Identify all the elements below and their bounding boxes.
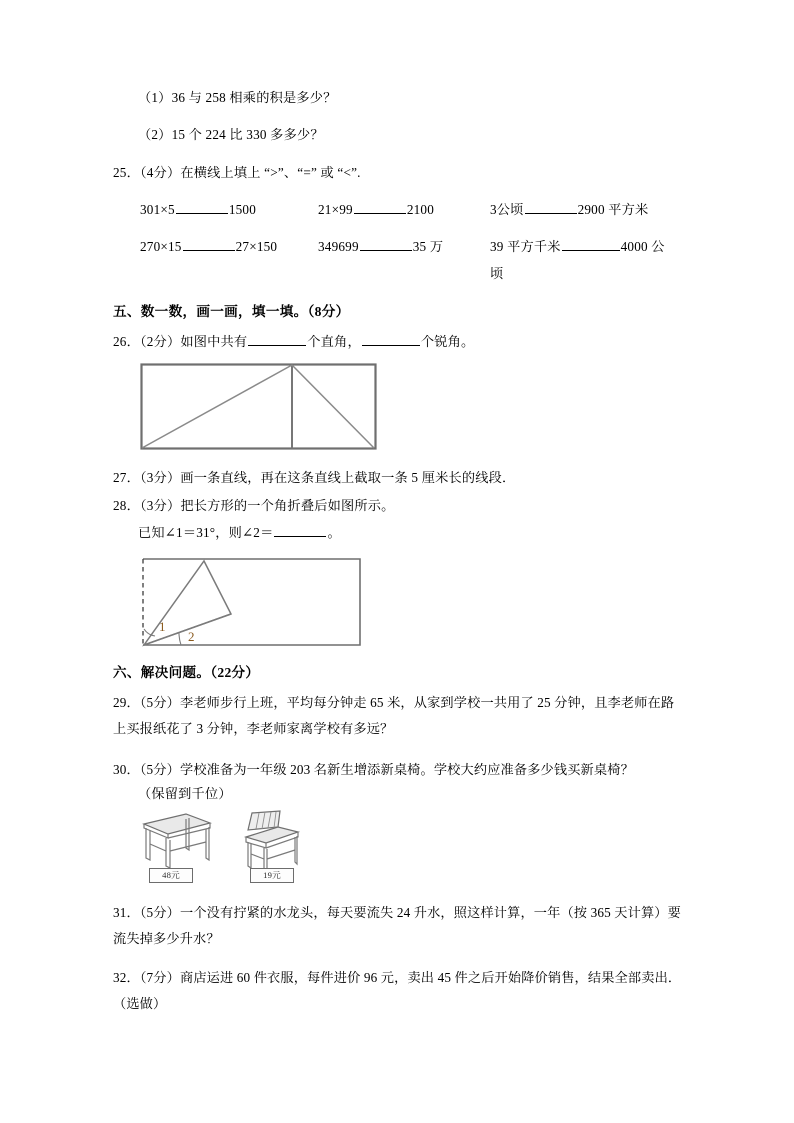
q25-r1-c2 bbox=[318, 201, 434, 218]
q25-r1-c1-right: 1500 bbox=[228, 202, 256, 218]
question-29-text: 29．（5分）李老师步行上班，平均每分钟走 65 米，从家到学校一共用了 25 分钟，且李老师在路上买报纸花了 3 分钟，李老师家离学校有多远？ bbox=[113, 695, 675, 736]
q25-r2-c3 bbox=[490, 238, 665, 255]
chair-icon bbox=[246, 811, 298, 871]
folded-rectangle-corner-icon bbox=[141, 557, 362, 647]
chair-price-label: 19元 bbox=[250, 868, 294, 883]
q25-r2-c3-left: 39 平方千米 bbox=[490, 239, 561, 255]
question-26-text bbox=[113, 333, 474, 350]
question-28-given bbox=[138, 524, 341, 541]
q25-r2-c1-left: 270×15 bbox=[140, 239, 182, 255]
rectangle-with-diagonals-icon bbox=[140, 363, 377, 450]
q25-r1-c2-left: 21×99 bbox=[318, 202, 353, 218]
q25-r1-c3 bbox=[490, 201, 648, 218]
question-28-text: 28．（3分）把长方形的一个角折叠后如图所示。 bbox=[113, 498, 395, 513]
desk-icon bbox=[144, 814, 210, 868]
q25-r2-c1-right: 27×150 bbox=[235, 239, 278, 255]
desk-price-label: 48元 bbox=[149, 868, 193, 883]
q25-r1-c3-right: 2900 平方米 bbox=[577, 202, 649, 218]
angle-2-label: 2 bbox=[188, 629, 195, 644]
q26-text-after: 个锐角。 bbox=[420, 334, 475, 350]
question-25-prompt: 25．（4分）在横线上填上 “>”、“=” 或 “<”. bbox=[113, 165, 361, 180]
question-24-sub-2: （2）15 个 224 比 330 多多少？ bbox=[138, 127, 324, 142]
question-27-text: 27．（3分）画一条直线，再在这条直线上截取一条 5 厘米长的线段． bbox=[113, 470, 516, 485]
q28-blank-angle2[interactable] bbox=[274, 524, 326, 537]
q25-r1-c2-blank[interactable] bbox=[354, 201, 406, 214]
question-24-sub-1: （1）36 与 258 相乘的积是多少？ bbox=[138, 90, 337, 105]
question-30-text: 30．（5分）学校准备为一年级 203 名新生增添新桌椅。学校大约应准备多少钱买新桌椅？ bbox=[113, 762, 634, 777]
section-6-heading: 六、解决问题。（22分） bbox=[113, 665, 260, 680]
q25-r2-c2 bbox=[318, 238, 443, 255]
question-30-note: （保留到千位） bbox=[138, 786, 232, 801]
q25-r2-c3-blank[interactable] bbox=[562, 238, 620, 251]
q25-r2-c2-left: 349699 bbox=[318, 239, 359, 255]
question-26-figure bbox=[140, 363, 377, 450]
q25-r2-c1-blank[interactable] bbox=[183, 238, 235, 251]
q25-r2-c1 bbox=[140, 238, 277, 255]
q25-r1-c2-right: 2100 bbox=[406, 202, 434, 218]
q25-r1-c1-left: 301×5 bbox=[140, 202, 175, 218]
q25-r1-c1-blank[interactable] bbox=[176, 201, 228, 214]
q25-r1-c1 bbox=[140, 201, 256, 218]
q25-r1-c3-blank[interactable] bbox=[525, 201, 577, 214]
angle-1-label: 1 bbox=[159, 619, 166, 634]
q26-text-before: 26．（2分）如图中共有 bbox=[113, 334, 248, 350]
q25-r2-c2-blank[interactable] bbox=[360, 238, 412, 251]
question-30-figure bbox=[140, 810, 320, 895]
q28-given-after: 。 bbox=[327, 525, 341, 541]
question-32-text: 32．（7分）商店运进 60 件衣服，每件进价 96 元，卖出 45 件之后开始降价销售，结果全部卖出．（选做） bbox=[113, 970, 682, 1011]
section-5-heading: 五、数一数，画一画，填一填。（8分） bbox=[113, 304, 350, 319]
question-31-text: 31．（5分）一个没有拧紧的水龙头，每天要流失 24 升水，照这样计算，一年（按 365 天计算）要流失掉多少升水？ bbox=[113, 905, 681, 946]
question-28-figure bbox=[141, 557, 362, 647]
q26-blank-acute-angles[interactable] bbox=[362, 333, 420, 346]
q26-text-mid: 个直角， bbox=[307, 334, 361, 350]
q25-r2-c3-right: 4000 公 bbox=[620, 239, 665, 255]
q25-r2-c3-wrap: 顷 bbox=[490, 266, 504, 281]
q25-r1-c3-left: 3公顷 bbox=[490, 202, 524, 218]
desk-and-chair-illustration bbox=[140, 810, 320, 872]
q28-given-before: 已知∠1＝31°，则∠2＝ bbox=[138, 525, 274, 541]
q25-r2-c2-right: 35 万 bbox=[412, 239, 444, 255]
q26-blank-right-angles[interactable] bbox=[248, 333, 306, 346]
